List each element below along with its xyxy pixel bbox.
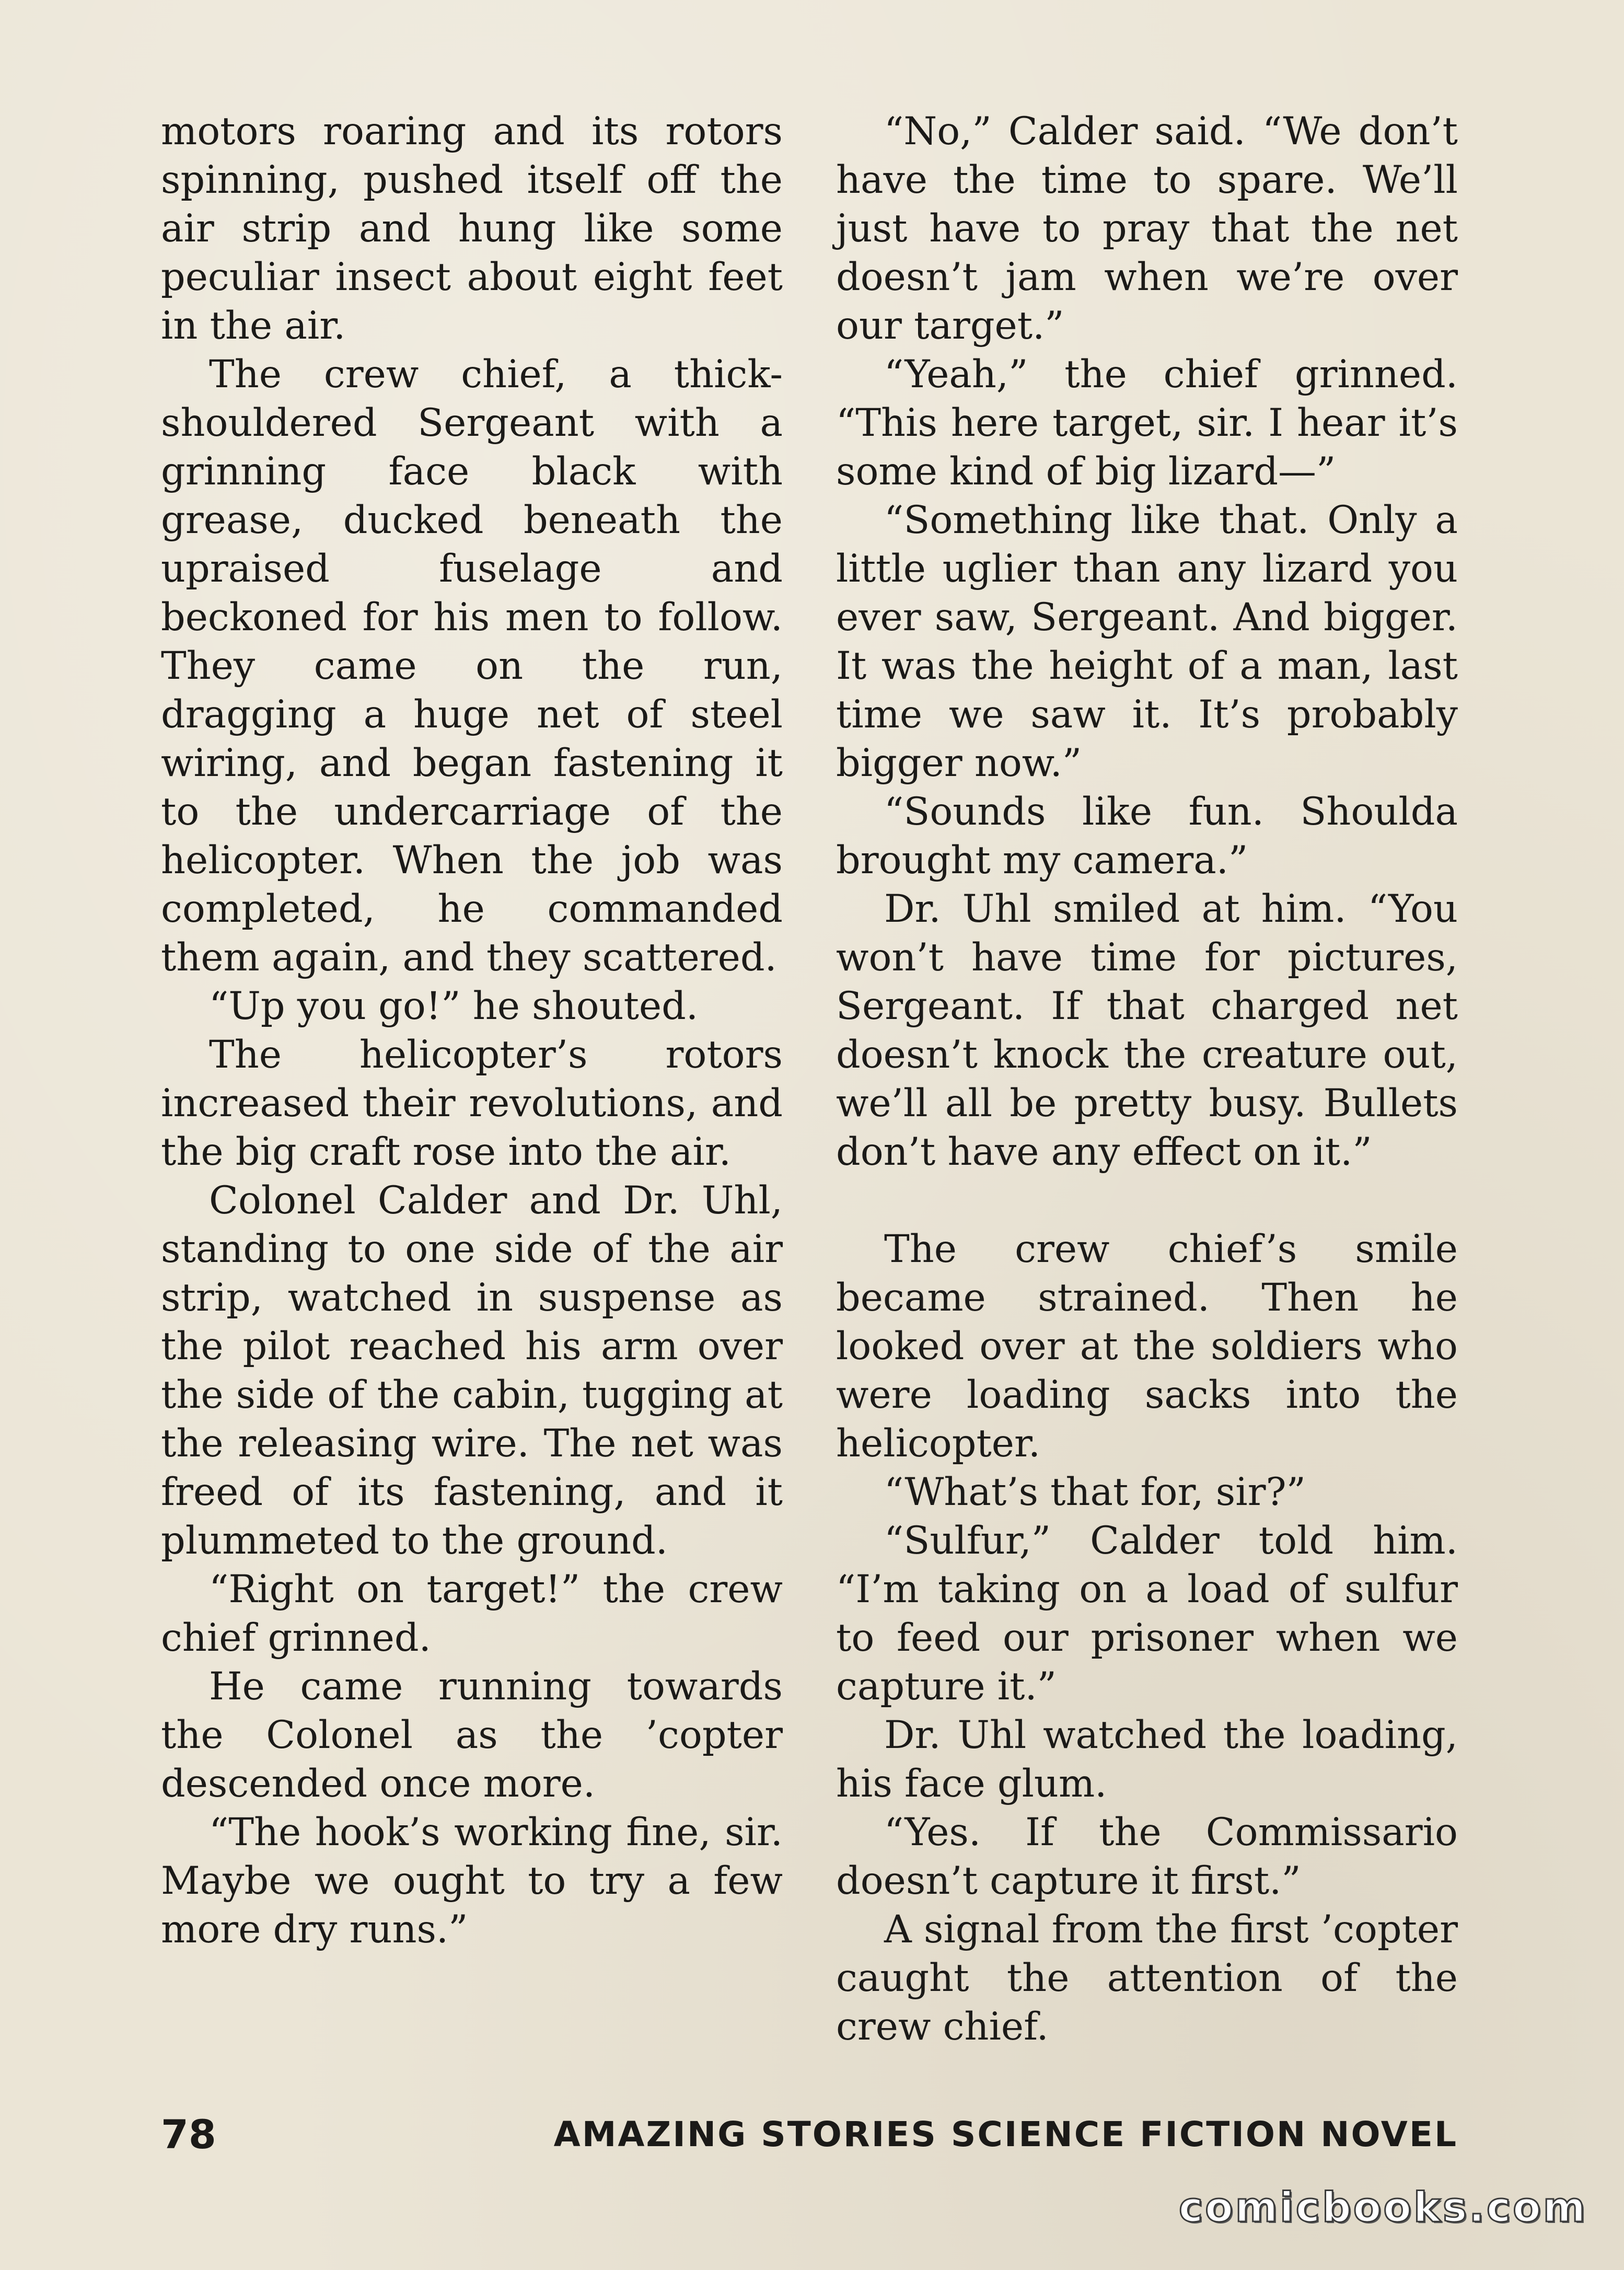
paragraph: The helicopter’s rotors increased their revolutions, and the big craft rose into the air. [161, 1033, 783, 1174]
paragraph: “Something like that. Only a little uglier than any lizard you ever saw, Sergeant. And bigger. It was the height of a man, last time we saw it. It’s probably bigger now.” [836, 498, 1458, 785]
right-text-column [836, 107, 1458, 2051]
paragraph: A signal from the first ’copter caught the attention of the crew chief. [836, 1907, 1458, 2049]
paragraph: “Sulfur,” Calder told him. “I’m taking on a load of sulfur to feed our prisoner when we capture it.” [836, 1519, 1458, 1709]
watermark: comicbooks.com [1178, 2184, 1587, 2231]
paragraph: “Yeah,” the chief grinned. “This here target, sir. I hear it’s some kind of big lizard—” [836, 352, 1458, 494]
paragraph: “Up you go!” he shouted. [209, 984, 699, 1028]
left-text-column [161, 107, 783, 1954]
paragraph: Colonel Calder and Dr. Uhl, standing to one side of the air strip, watched in suspense as the pilot reached his arm over the side of the cabin, tugging at the releasing wire. The net was freed of its fastening, and it plummeted to the ground. [161, 1178, 783, 1563]
running-title: AMAZING STORIES SCIENCE FICTION NOVEL [553, 2114, 1458, 2155]
paragraph: “Right on target!” the crew chief grinned. [161, 1567, 783, 1660]
paragraph: The crew chief, a thick-shouldered Sergeant with a grinning face black with grease, ducked beneath the upraised fuselage and beckoned for his men to follow. They came on the run, dragging a huge net of steel wiring, and began fastening it to the undercarriage of the helicopter. When the job was completed, he commanded them again, and they scattered. [161, 352, 783, 980]
paragraph: “The hook’s working fine, sir. Maybe we ought to try a few more dry runs.” [161, 1810, 783, 1952]
paragraph: Dr. Uhl smiled at him. “You won’t have time for pictures, Sergeant. If that charged net doesn’t knock the creature out, we’ll all be pretty busy. Bullets don’t have any effect on it.” [836, 887, 1458, 1174]
paragraph: “No,” Calder said. “We don’t have the time to spare. We’ll just have to pray that the net doesn’t jam when we’re over our target.” [836, 109, 1458, 348]
page-number: 78 [161, 2111, 216, 2158]
page-footer [161, 2111, 1458, 2163]
paragraph: The crew chief’s smile became strained. Then he looked over at the soldiers who were loading sacks into the helicopter. [836, 1227, 1458, 1466]
paragraph: Dr. Uhl watched the loading, his face glum. [836, 1713, 1458, 1806]
paragraph: motors roaring and its rotors spinning, pushed itself off the air strip and hung like some peculiar insect about eight feet in the air. [161, 109, 783, 348]
paragraph: He came running towards the Colonel as the ’copter descended once more. [161, 1664, 783, 1806]
paragraph: “What’s that for, sir?” [884, 1470, 1306, 1514]
paragraph: “Sounds like fun. Shoulda brought my camera.” [836, 790, 1458, 883]
paragraph: “Yes. If the Commissario doesn’t capture it first.” [836, 1810, 1458, 1903]
